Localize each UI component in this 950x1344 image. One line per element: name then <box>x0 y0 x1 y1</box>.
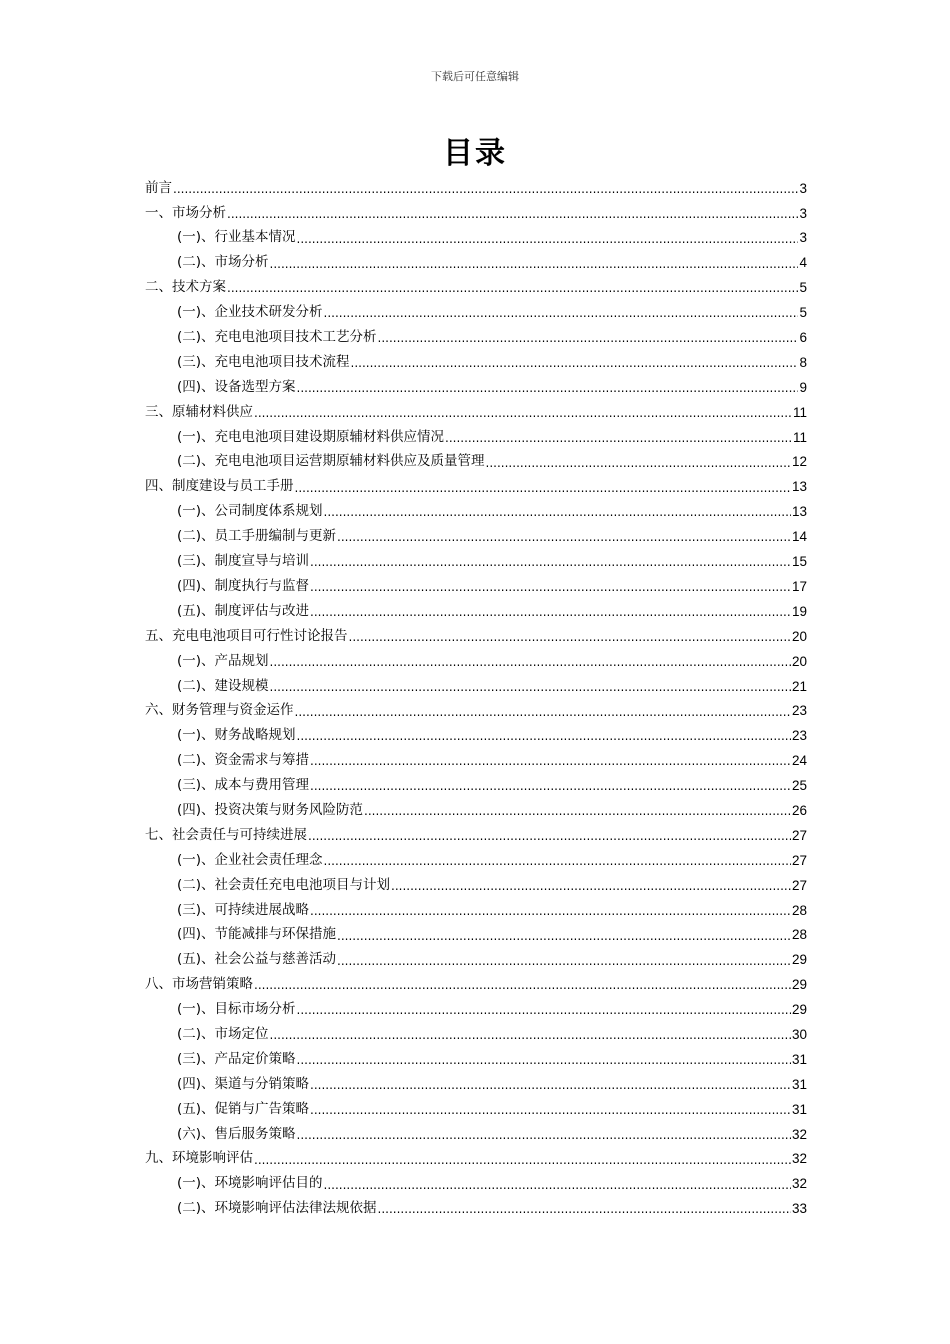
toc-dot-leader <box>351 357 799 375</box>
toc-entry-title: (二)、环境影响评估法律法规依据 <box>177 1200 377 1217</box>
toc-entry-title: 三、原辅材料供应 <box>145 403 253 420</box>
toc-page-number: 26 <box>791 802 807 818</box>
toc-page-number: 11 <box>792 404 807 420</box>
toc-dot-leader <box>486 457 791 475</box>
toc-section-entry[interactable] <box>145 375 807 400</box>
toc-entry-title: (二)、员工手册编制与更新 <box>177 528 337 545</box>
toc-dot-leader <box>310 1104 791 1122</box>
toc-section-entry[interactable] <box>145 300 807 325</box>
toc-entry-title: (四)、制度执行与监督 <box>177 577 310 594</box>
toc-page-number: 27 <box>791 827 807 843</box>
toc-entry-title: (二)、资金需求与筹措 <box>177 752 310 769</box>
toc-entry-title: (三)、制度宣导与培训 <box>177 553 310 570</box>
toc-dot-leader <box>324 307 799 325</box>
toc-page-number: 3 <box>799 180 807 196</box>
toc-dot-leader <box>310 905 791 923</box>
toc-chapter-entry[interactable] <box>145 475 807 500</box>
toc-section-entry[interactable] <box>145 923 807 948</box>
toc-entry-title: (一)、目标市场分析 <box>177 1001 296 1018</box>
toc-section-entry[interactable] <box>145 1072 807 1097</box>
toc-dot-leader <box>324 855 791 873</box>
toc-chapter-entry[interactable] <box>145 201 807 226</box>
toc-dot-leader <box>337 930 791 948</box>
toc-entry-title: 七、社会责任与可持续进展 <box>145 826 307 843</box>
toc-page-number: 29 <box>791 977 807 993</box>
toc-dot-leader <box>173 183 798 201</box>
toc-section-entry[interactable] <box>145 773 807 798</box>
toc-entry-title: 四、制度建设与员工手册 <box>145 478 294 495</box>
toc-section-entry[interactable] <box>145 599 807 624</box>
toc-section-entry[interactable] <box>145 873 807 898</box>
toc-section-entry[interactable] <box>145 549 807 574</box>
toc-dot-leader <box>254 407 792 425</box>
toc-dot-leader <box>297 233 799 251</box>
toc-entry-title: (一)、企业技术研发分析 <box>177 304 323 321</box>
toc-dot-leader <box>297 1004 791 1022</box>
toc-section-entry[interactable] <box>145 724 807 749</box>
toc-page-number: 3 <box>799 205 807 221</box>
toc-dot-leader <box>297 382 799 400</box>
toc-page-number: 32 <box>791 1176 807 1192</box>
toc-dot-leader <box>297 1054 791 1072</box>
toc-page-number: 20 <box>791 653 807 669</box>
toc-dot-leader <box>310 755 791 773</box>
toc-page-number: 8 <box>799 354 807 370</box>
toc-section-entry[interactable] <box>145 1122 807 1147</box>
toc-page-number: 25 <box>791 778 807 794</box>
toc-chapter-entry[interactable] <box>145 973 807 998</box>
toc-entry-title: (四)、投资决策与财务风险防范 <box>177 801 364 818</box>
toc-dot-leader <box>378 1203 791 1221</box>
toc-page-number: 24 <box>791 753 807 769</box>
toc-entry-title: (一)、行业基本情况 <box>177 229 296 246</box>
toc-section-entry[interactable] <box>145 997 807 1022</box>
toc-page-number: 3 <box>799 230 807 246</box>
toc-chapter-entry[interactable] <box>145 176 807 201</box>
toc-dot-leader <box>364 805 791 823</box>
toc-page-number: 33 <box>791 1201 807 1217</box>
toc-page-number: 30 <box>791 1026 807 1042</box>
toc-dot-leader <box>297 1129 791 1147</box>
toc-dot-leader <box>270 258 799 276</box>
toc-section-entry[interactable] <box>145 226 807 251</box>
toc-page-number: 28 <box>791 902 807 918</box>
toc-section-entry[interactable] <box>145 748 807 773</box>
toc-page-number: 9 <box>799 379 807 395</box>
toc-section-entry[interactable] <box>145 848 807 873</box>
toc-page-number: 14 <box>791 529 807 545</box>
toc-dot-leader <box>270 681 791 699</box>
toc-entry-title: 二、技术方案 <box>145 279 226 296</box>
toc-page-number: 5 <box>799 280 807 296</box>
toc-page-number: 13 <box>791 504 807 520</box>
toc-chapter-entry[interactable] <box>145 699 807 724</box>
toc-page-number: 28 <box>791 927 807 943</box>
toc-dot-leader <box>337 955 791 973</box>
toc-entry-title: 一、市场分析 <box>145 204 226 221</box>
toc-section-entry[interactable] <box>145 500 807 525</box>
toc-section-entry[interactable] <box>145 1022 807 1047</box>
toc-entry-title: (一)、环境影响评估目的 <box>177 1175 323 1192</box>
toc-entry-title: (一)、公司制度体系规划 <box>177 503 323 520</box>
toc-dot-leader <box>254 979 791 997</box>
toc-entry-title: (五)、促销与广告策略 <box>177 1100 310 1117</box>
toc-page-number: 23 <box>791 728 807 744</box>
toc-page-number: 31 <box>791 1051 807 1067</box>
toc-dot-leader <box>310 556 791 574</box>
toc-section-entry[interactable] <box>145 350 807 375</box>
toc-section-entry[interactable] <box>145 251 807 276</box>
toc-page-number: 15 <box>791 554 807 570</box>
toc-chapter-entry[interactable] <box>145 1147 807 1172</box>
toc-chapter-entry[interactable] <box>145 276 807 301</box>
toc-dot-leader <box>378 332 799 350</box>
toc-entry-title: (四)、节能减排与环保措施 <box>177 926 337 943</box>
toc-section-entry[interactable] <box>145 798 807 823</box>
toc-title: 目录 <box>443 136 507 171</box>
toc-entry-title: (二)、社会责任充电电池项目与计划 <box>177 876 391 893</box>
toc-dot-leader <box>295 482 791 500</box>
toc-section-entry[interactable] <box>145 425 807 450</box>
toc-dot-leader <box>445 432 792 450</box>
toc-dot-leader <box>324 506 791 524</box>
toc-entry-title: 前言 <box>145 179 172 196</box>
toc-dot-leader <box>337 531 791 549</box>
toc-dot-leader <box>310 606 791 624</box>
toc-entry-title: (四)、渠道与分销策略 <box>177 1075 310 1092</box>
toc-section-entry[interactable] <box>145 325 807 350</box>
toc-entry-title: 八、市场营销策略 <box>145 976 253 993</box>
toc-entry-title: (六)、售后服务策略 <box>177 1125 296 1142</box>
toc-entry-title: (四)、设备选型方案 <box>177 378 296 395</box>
toc-entry-title: (二)、建设规模 <box>177 677 269 694</box>
toc-section-entry[interactable] <box>145 1097 807 1122</box>
toc-section-entry[interactable] <box>145 898 807 923</box>
toc-section-entry[interactable] <box>145 1197 807 1222</box>
toc-page-number: 29 <box>791 952 807 968</box>
toc-dot-leader <box>310 780 791 798</box>
toc-entry-title: (一)、企业社会责任理念 <box>177 851 323 868</box>
toc-page-number: 20 <box>791 628 807 644</box>
toc-dot-leader <box>297 730 791 748</box>
toc-dot-leader <box>254 1154 791 1172</box>
header-note: 下载后可任意编辑 <box>431 70 519 83</box>
toc-page-number: 32 <box>791 1126 807 1142</box>
toc-chapter-entry[interactable] <box>145 624 807 649</box>
toc-entry-title: 九、环境影响评估 <box>145 1150 253 1167</box>
toc-entry-title: (五)、制度评估与改进 <box>177 602 310 619</box>
toc-entry-title: (一)、财务战略规划 <box>177 727 296 744</box>
toc-dot-leader <box>227 282 798 300</box>
toc-page-number: 13 <box>791 479 807 495</box>
toc-entry-title: (二)、充电电池项目运营期原辅材料供应及质量管理 <box>177 453 485 470</box>
table-of-contents <box>145 176 807 1221</box>
toc-page-number: 29 <box>791 1002 807 1018</box>
toc-entry-title: 六、财务管理与资金运作 <box>145 702 294 719</box>
toc-dot-leader <box>324 1179 791 1197</box>
toc-chapter-entry[interactable] <box>145 823 807 848</box>
toc-dot-leader <box>270 656 791 674</box>
toc-page-number: 4 <box>799 255 807 271</box>
toc-section-entry[interactable] <box>145 649 807 674</box>
toc-section-entry[interactable] <box>145 948 807 973</box>
toc-entry-title: (三)、成本与费用管理 <box>177 777 310 794</box>
toc-section-entry[interactable] <box>145 524 807 549</box>
toc-dot-leader <box>295 706 791 724</box>
toc-page-number: 31 <box>791 1076 807 1092</box>
toc-chapter-entry[interactable] <box>145 400 807 425</box>
toc-dot-leader <box>308 830 791 848</box>
toc-entry-title: (二)、市场分析 <box>177 254 269 271</box>
toc-section-entry[interactable] <box>145 1172 807 1197</box>
toc-page-number: 17 <box>791 578 807 594</box>
toc-entry-title: (二)、充电电池项目技术工艺分析 <box>177 329 377 346</box>
toc-page-number: 6 <box>799 330 807 346</box>
toc-entry-title: 五、充电电池项目可行性讨论报告 <box>145 627 348 644</box>
toc-dot-leader <box>349 631 791 649</box>
toc-entry-title: (五)、社会公益与慈善活动 <box>177 951 337 968</box>
toc-page-number: 31 <box>791 1101 807 1117</box>
toc-page-number: 11 <box>792 429 807 445</box>
toc-page-number: 5 <box>799 305 807 321</box>
toc-entry-title: (三)、充电电池项目技术流程 <box>177 353 350 370</box>
toc-entry-title: (三)、产品定价策略 <box>177 1050 296 1067</box>
toc-entry-title: (一)、产品规划 <box>177 652 269 669</box>
toc-dot-leader <box>310 1079 791 1097</box>
toc-dot-leader <box>310 581 791 599</box>
toc-page-number: 27 <box>791 877 807 893</box>
toc-dot-leader <box>270 1029 791 1047</box>
toc-section-entry[interactable] <box>145 674 807 699</box>
toc-section-entry[interactable] <box>145 450 807 475</box>
toc-page-number: 23 <box>791 703 807 719</box>
toc-page-number: 21 <box>791 678 807 694</box>
toc-page-number: 12 <box>791 454 807 470</box>
toc-entry-title: (二)、市场定位 <box>177 1025 269 1042</box>
toc-dot-leader <box>227 208 798 226</box>
toc-section-entry[interactable] <box>145 574 807 599</box>
toc-page-number: 32 <box>791 1151 807 1167</box>
toc-dot-leader <box>391 880 791 898</box>
toc-entry-title: (三)、可持续进展战略 <box>177 901 310 918</box>
toc-entry-title: (一)、充电电池项目建设期原辅材料供应情况 <box>177 428 445 445</box>
toc-section-entry[interactable] <box>145 1047 807 1072</box>
toc-page-number: 19 <box>791 603 807 619</box>
toc-page-number: 27 <box>791 852 807 868</box>
